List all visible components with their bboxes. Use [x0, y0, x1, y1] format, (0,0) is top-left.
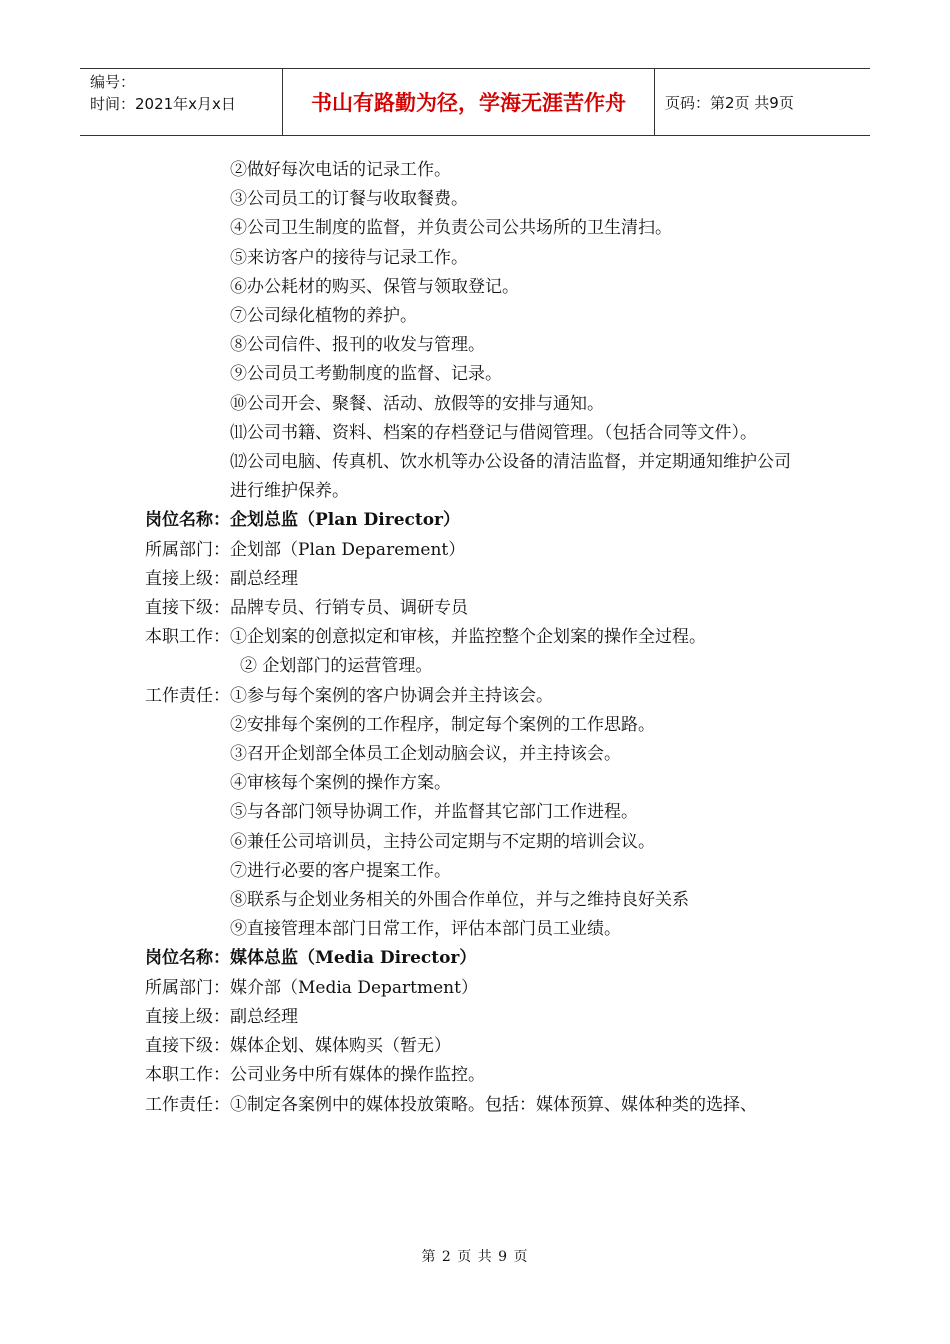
duty-item: ④公司卫生制度的监督，并负责公司公共场所的卫生清扫。 [230, 218, 672, 239]
duty-item: ⑿公司电脑、传真机、饮水机等办公设备的清洁监督，并定期通知维护公司进行维护保养。 [230, 452, 791, 502]
duty-item: ②做好每次电话的记录工作。 [230, 160, 451, 180]
duty-item: ⑨公司员工考勤制度的监督、记录。 [230, 364, 502, 385]
plan-responsibility-item: ④审核每个案例的操作方案。 [230, 773, 451, 794]
duty-item: ⑥办公耗材的购买、保管与领取登记。 [230, 276, 519, 297]
duty-item: ⑩公司开会、聚餐、活动、放假等的安排与通知。 [230, 393, 604, 414]
media-job: 本职工作：公司业务中所有媒体的操作监控。 [145, 1065, 485, 1086]
plan-superior: 直接上级：副总经理 [145, 568, 298, 589]
header-page-info: 页码：第2页 共9页 [665, 93, 794, 112]
media-dept: 所属部门：媒介部（Media Department） [145, 977, 478, 998]
media-responsibility: 工作责任：①制定各案例中的媒体投放策略。包括：媒体预算、媒体种类的选择、 [145, 1094, 757, 1115]
plan-responsibility-item: ⑨直接管理本部门日常工作，评估本部门员工业绩。 [230, 919, 621, 940]
document-body [145, 156, 805, 1120]
plan-responsibility-item: ③召开企划部全体员工企划动脑会议，并主持该会。 [230, 744, 621, 765]
plan-responsibility-item: ⑧联系与企划业务相关的外围合作单位，并与之维持良好关系 [230, 890, 689, 911]
duty-item: ⑦公司绿化植物的养护。 [230, 306, 417, 327]
plan-job: ② 企划部门的运营管理。 [240, 656, 433, 677]
number-label: 编号： [90, 73, 136, 91]
duty-item: ⑾公司书籍、资料、档案的存档登记与借阅管理。（包括合同等文件）。 [230, 422, 757, 443]
media-subordinate: 直接下级：媒体企划、媒体购买（暂无） [145, 1036, 451, 1057]
duty-item: ⑤来访客户的接待与记录工作。 [230, 247, 468, 268]
header-motto: 书山有路勤为径，学海无涯苦作舟 [283, 69, 655, 135]
duty-item: ③公司员工的订餐与收取餐费。 [230, 189, 468, 210]
time-label: 时间：2021年x月x日 [90, 95, 236, 113]
plan-responsibility: 工作责任：①参与每个案例的客户协调会并主持该会。 [145, 685, 553, 706]
plan-director-title: 岗位名称：企划总监（Plan Director） [145, 510, 461, 531]
plan-subordinate: 直接下级：品牌专员、行销专员、调研专员 [145, 598, 468, 619]
plan-responsibility-item: ⑥兼任公司培训员，主持公司定期与不定期的培训会议。 [230, 831, 655, 852]
page-header [80, 68, 870, 136]
plan-responsibility-item: ⑤与各部门领导协调工作，并监督其它部门工作进程。 [230, 802, 638, 823]
media-director-title: 岗位名称：媒体总监（Media Director） [145, 948, 477, 969]
header-meta [80, 69, 283, 135]
plan-responsibility-item: ⑦进行必要的客户提案工作。 [230, 860, 451, 881]
page-footer: 第 2 页 共 9 页 [421, 1249, 529, 1265]
media-superior: 直接上级：副总经理 [145, 1006, 298, 1027]
plan-responsibility-item: ②安排每个案例的工作程序，制定每个案例的工作思路。 [230, 714, 655, 735]
duty-item: ⑧公司信件、报刊的收发与管理。 [230, 335, 485, 356]
plan-dept: 所属部门：企划部（Plan Deparement） [145, 539, 466, 560]
plan-job: 本职工作：①企划案的创意拟定和审核，并监控整个企划案的操作全过程。 [145, 627, 706, 648]
